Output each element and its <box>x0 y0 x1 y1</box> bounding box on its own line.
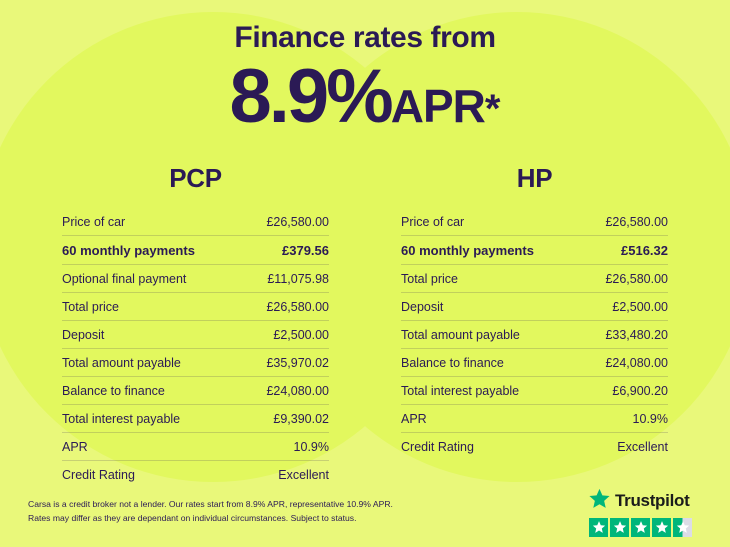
row-label: Credit Rating <box>62 467 135 482</box>
row-value: Excellent <box>278 467 329 482</box>
table-row <box>62 235 329 264</box>
table-row <box>62 376 329 404</box>
rate-asterisk: * <box>484 87 501 131</box>
hp-table-block <box>365 163 704 488</box>
table-row <box>62 432 329 460</box>
row-label: Total amount payable <box>401 320 583 348</box>
row-label: 60 monthly payments <box>401 235 583 264</box>
row-value: £33,480.20 <box>583 320 668 348</box>
row-label: 60 monthly payments <box>62 235 244 264</box>
trustpilot-logo <box>589 488 689 514</box>
table-row <box>62 404 329 432</box>
row-value: £35,970.02 <box>244 348 329 376</box>
row-value: 10.9% <box>583 404 668 432</box>
row-value: £516.32 <box>583 235 668 264</box>
table-row <box>62 292 329 320</box>
row-value: £379.56 <box>244 235 329 264</box>
disclaimer-line-1: Carsa is a credit broker not a lender. Our rates start from 8.9% APR, representative 10.9% APR. <box>28 499 393 510</box>
disclaimer-text <box>28 498 393 526</box>
rate-value: 8.9% <box>229 54 391 139</box>
footer <box>0 485 730 547</box>
row-value: £9,390.02 <box>244 404 329 432</box>
row-value: Excellent <box>617 439 668 454</box>
row-value: 10.9% <box>244 432 329 460</box>
pcp-table <box>62 208 329 488</box>
row-label: Balance to finance <box>62 376 244 404</box>
trustpilot-rating-stars <box>589 518 692 537</box>
row-value: £26,580.00 <box>244 292 329 320</box>
row-label: APR <box>401 404 583 432</box>
row-label: Balance to finance <box>401 348 583 376</box>
pcp-table-title: PCP <box>169 162 222 193</box>
row-value: £2,500.00 <box>244 320 329 348</box>
row-value: £26,580.00 <box>244 208 329 236</box>
trustpilot-name: Trustpilot <box>615 490 690 510</box>
row-label: Total interest payable <box>401 376 583 404</box>
rating-star-icon <box>652 518 671 537</box>
page-title: Finance rates from <box>234 21 496 54</box>
table-row <box>62 264 329 292</box>
row-value: £2,500.00 <box>583 292 668 320</box>
row-value: £24,080.00 <box>583 348 668 376</box>
table-row <box>401 264 668 292</box>
row-value: £26,580.00 <box>583 208 668 236</box>
rating-star-icon <box>610 518 629 537</box>
row-value: £6,900.20 <box>583 376 668 404</box>
rating-star-icon <box>631 518 650 537</box>
rating-star-icon <box>589 518 608 537</box>
table-row <box>401 376 668 404</box>
row-value: £11,075.98 <box>244 264 329 292</box>
row-label: Credit Rating <box>401 439 474 454</box>
table-row <box>62 320 329 348</box>
row-label: APR <box>62 432 244 460</box>
row-label: Price of car <box>401 208 583 236</box>
row-label: Price of car <box>62 208 244 236</box>
table-row <box>401 320 668 348</box>
table-row <box>401 208 668 236</box>
row-value: £24,080.00 <box>244 376 329 404</box>
trustpilot-star-icon <box>589 488 610 514</box>
row-label: Deposit <box>401 292 583 320</box>
table-row <box>401 292 668 320</box>
finance-tables <box>0 163 730 488</box>
rate-unit: APR <box>390 80 485 132</box>
hp-table <box>401 208 668 460</box>
table-row <box>62 460 329 488</box>
rating-star-half-icon <box>673 518 692 537</box>
table-row <box>401 404 668 432</box>
row-value: £26,580.00 <box>583 264 668 292</box>
table-row <box>401 348 668 376</box>
table-row <box>401 432 668 460</box>
pcp-table-block <box>26 163 365 488</box>
row-label: Deposit <box>62 320 244 348</box>
row-label: Total amount payable <box>62 348 244 376</box>
table-row <box>62 208 329 236</box>
row-label: Total interest payable <box>62 404 244 432</box>
table-row <box>62 348 329 376</box>
row-label: Total price <box>62 292 244 320</box>
headline-rate <box>0 54 730 139</box>
row-label: Total price <box>401 264 583 292</box>
row-label: Optional final payment <box>62 264 244 292</box>
disclaimer-line-2: Rates may differ as they are dependant on individual circumstances. Subject to status. <box>28 513 357 523</box>
hp-table-title: HP <box>516 162 553 193</box>
trustpilot-badge[interactable] <box>589 488 708 537</box>
table-row <box>401 235 668 264</box>
